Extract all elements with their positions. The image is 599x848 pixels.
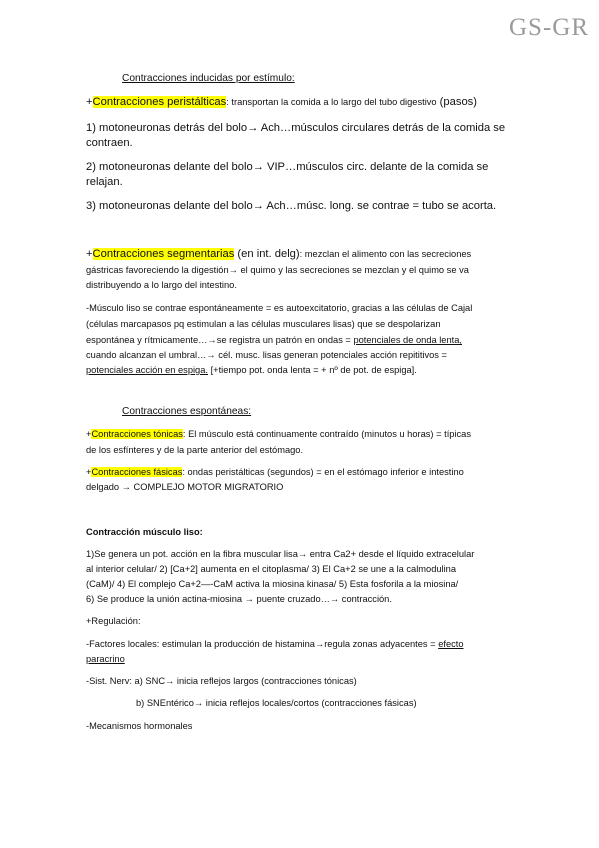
highlight-fasicas: Contracciones fásicas — [91, 467, 183, 477]
plus-sign: + — [86, 248, 93, 260]
liso-line-2: (células marcapasos pq estimulan a las células musculares lisas) que se despolarizan — [86, 319, 441, 329]
peristalticas-line — [86, 95, 477, 110]
segmentarias-line — [86, 247, 471, 262]
highlight-tonicas: Contracciones tónicas — [91, 429, 183, 439]
liso-line-3-text: espontánea y rítmicamente…→se registra un patrón en ondas = — [86, 335, 354, 345]
step-1-line-2: contraen. — [86, 137, 133, 149]
step-3-line-1: 3) motoneuronas delante del bolo→ Ach…músc. long. se contrae = tubo se acorta. — [86, 200, 497, 212]
step-2-line-1: 2) motoneuronas delante del bolo→ VIP…músculos circ. delante de la comida se — [86, 161, 489, 173]
section-heading-espontaneas: Contracciones espontáneas: — [122, 406, 252, 417]
step-1-line-1: 1) motoneuronas detrás del bolo→ Ach…músculos circulares detrás de la comida se — [86, 122, 506, 134]
paracrino-underlined: paracrino — [86, 654, 125, 664]
plus-sign: + — [86, 467, 92, 477]
fasicas-desc: : ondas peristálticas (segundos) = en el estómago inferior e intestino — [182, 467, 464, 477]
regulacion-label: +Regulación: — [86, 616, 141, 626]
liso-line-4: cuando alcanzan el umbral…→ cél. musc. lisas generan potenciales acción repititivos = — [86, 350, 447, 360]
watermark: GS-GR — [508, 14, 589, 41]
snc-line: -Sist. Nerv: a) SNC→ inicia reflejos largos (contracciones tónicas) — [86, 676, 357, 686]
factores-locales-text: -Factores locales: estimulan la producción de histamina→regula zonas adyacentes = — [86, 639, 439, 649]
mechanism-line-2: al interior celular/ 2) [Ca+2] aumenta en el citoplasma/ 3) El Ca+2 se une a la calmodulina — [86, 564, 457, 574]
plus-sign: + — [86, 96, 93, 108]
onda-lenta-underlined: potenciales de onda lenta, — [353, 335, 462, 345]
section-heading-estimulo: Contracciones inducidas por estímulo: — [122, 73, 295, 84]
peristalticas-desc: : transportan la comida a lo largo del tubo digestivo — [226, 97, 437, 107]
peristalticas-tail: (pasos) — [436, 96, 477, 108]
tonicas-line-2: de los esfínteres y de la parte anterior del estómago. — [86, 445, 304, 455]
segmentarias-mid: (en int. delg) — [234, 248, 300, 260]
fasicas-line — [86, 466, 464, 478]
step-2-line-2: relajan. — [86, 176, 123, 188]
liso-line-1: -Músculo liso se contrae espontáneamente = es autoexcitatorio, gracias a las células de Cajal — [86, 303, 473, 313]
fasicas-line-2: delgado → COMPLEJO MOTOR MIGRATORIO — [86, 482, 284, 492]
liso-line-5-text: [+tiempo pot. onda lenta = + nº de pot. de espiga]. — [207, 365, 417, 375]
highlight-peristalticas: Contracciones peristálticas — [92, 96, 227, 108]
mechanism-line-1: 1)Se genera un pot. acción en la fibra muscular lisa→ entra Ca2+ desde el líquido extracelular — [86, 549, 475, 559]
factores-locales-line — [86, 638, 464, 650]
segmentarias-line-2: gástricas favoreciendo la digestión→ el quimo y las secreciones se mezclan y el quimo se va — [86, 265, 469, 275]
plus-sign: + — [86, 429, 92, 439]
liso-line-3 — [86, 334, 462, 346]
mechanism-line-4: 6) Se produce la unión actina-miosina → puente cruzado…→ contracción. — [86, 594, 392, 604]
espiga-underlined: potenciales acción en espiga. — [86, 365, 208, 375]
efecto-underlined: efecto — [438, 639, 464, 649]
sne-line: b) SNEntérico→ inicia reflejos locales/cortos (contracciones fásicas) — [136, 698, 417, 708]
liso-line-5 — [86, 364, 417, 376]
hormonales-line: -Mecanismos hormonales — [86, 721, 193, 731]
mechanism-line-3: (CaM)/ 4) El complejo Ca+2—-CaM activa la miosina kinasa/ 5) Esta fosforila a la miosina/ — [86, 579, 459, 589]
segmentarias-line-3: distribuyendo a lo largo del intestino. — [86, 280, 237, 290]
section-heading-musculo-liso: Contracción músculo liso: — [86, 527, 203, 537]
tonicas-line — [86, 428, 471, 440]
highlight-segmentarias: Contracciones segmentarias — [92, 248, 235, 260]
segmentarias-desc: : mezclan el alimento con las secreciones — [299, 249, 472, 259]
tonicas-desc: : El músculo está continuamente contraído (minutos u horas) = típicas — [182, 429, 471, 439]
